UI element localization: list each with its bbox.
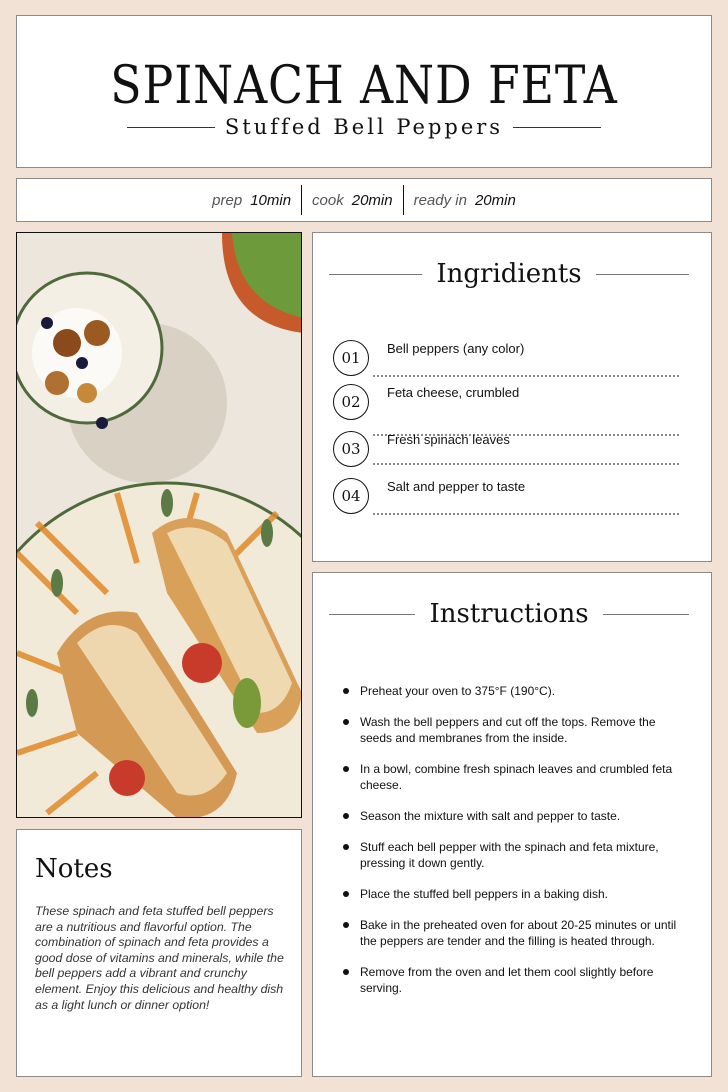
ingredients-title: Ingridients xyxy=(436,259,582,289)
instruction-step: Bake in the preheated oven for about 20-25 minutes or until the peppers are tender and the filling is heated through. xyxy=(343,917,683,949)
instruction-step: Stuff each bell pepper with the spinach and feta mixture, pressing it down gently. xyxy=(343,839,683,871)
instructions-card xyxy=(312,572,712,1077)
dotted-line xyxy=(373,463,679,465)
divider xyxy=(513,127,601,128)
subtitle-row xyxy=(17,115,711,139)
recipe-title: SPINACH AND FETA xyxy=(110,56,618,116)
time-label: ready in xyxy=(413,191,467,209)
instruction-step: Preheat your oven to 375°F (190°C). xyxy=(343,683,683,699)
notes-card xyxy=(16,829,302,1077)
ingredient-text: Feta cheese, crumbled xyxy=(387,385,520,400)
number-badge: 04 xyxy=(333,478,369,514)
times-bar xyxy=(16,178,712,222)
divider xyxy=(329,274,422,275)
time-label: cook xyxy=(312,191,344,209)
number-badge: 01 xyxy=(333,340,369,376)
instructions-header xyxy=(329,599,689,629)
header-card xyxy=(16,15,712,168)
time-value: 10min xyxy=(250,191,292,209)
divider xyxy=(596,274,689,275)
ingredient-text: Salt and pepper to taste xyxy=(387,479,526,494)
ingredient-text: Bell peppers (any color) xyxy=(387,341,525,356)
ingredient-item xyxy=(333,431,679,467)
instruction-step: Season the mixture with salt and pepper to taste. xyxy=(343,808,683,824)
number-badge: 02 xyxy=(333,384,369,420)
ready-time xyxy=(403,185,526,215)
dotted-line xyxy=(373,375,679,377)
sandwich-photo-illustration xyxy=(17,233,302,818)
divider xyxy=(603,614,689,615)
cook-time xyxy=(301,185,403,215)
ingredient-item xyxy=(333,478,679,514)
instruction-step: Wash the bell peppers and cut off the tops. Remove the seeds and membranes from the inside. xyxy=(343,714,683,746)
notes-title: Notes xyxy=(35,854,113,884)
number-badge: 03 xyxy=(333,431,369,467)
notes-text: These spinach and feta stuffed bell peppers are a nutritious and flavorful option. The combination of spinach and feta provides a good dose of vitamins and minerals, while the bell peppers add a vibrant and crunchy element. Enjoy this delicious and healthy dish as a light lunch or dinner option! xyxy=(35,904,284,1012)
instruction-list xyxy=(343,683,683,1011)
divider xyxy=(127,127,215,128)
time-value: 20min xyxy=(351,191,393,209)
time-label: prep xyxy=(212,191,243,209)
ingredient-item xyxy=(333,384,679,420)
ingredients-header xyxy=(329,259,689,289)
time-value: 20min xyxy=(474,191,516,209)
instruction-step: Remove from the oven and let them cool slightly before serving. xyxy=(343,964,683,996)
dotted-line xyxy=(373,513,679,515)
divider xyxy=(329,614,415,615)
instructions-title: Instructions xyxy=(429,599,589,629)
ingredients-card xyxy=(312,232,712,562)
prep-time xyxy=(202,185,301,215)
instruction-step: Place the stuffed bell peppers in a baking dish. xyxy=(343,886,683,902)
ingredient-item xyxy=(333,340,679,376)
instruction-step: In a bowl, combine fresh spinach leaves and crumbled feta cheese. xyxy=(343,761,683,793)
recipe-subtitle: Stuffed Bell Peppers xyxy=(224,115,504,139)
food-photo xyxy=(16,232,302,818)
ingredient-text: Fresh spinach leaves xyxy=(387,432,510,447)
